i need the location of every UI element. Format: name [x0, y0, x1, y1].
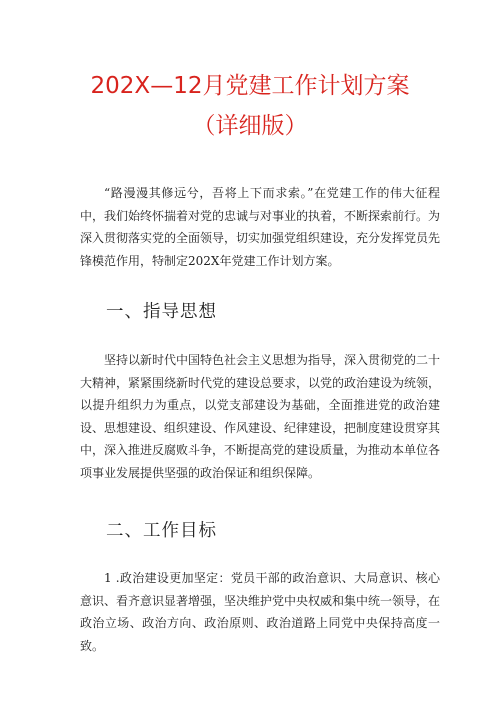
section-heading-work-goals: 二、工作目标 [106, 521, 217, 541]
document-subtitle: （详细版） [192, 113, 308, 139]
document-title: 202X—12月党建工作计划方案 [90, 73, 410, 99]
intro-paragraph: “路漫漫其修远兮，吾将上下而求索。”在党建工作的伟大征程中，我们始终怀揣着对党的忠诚与对事业的执着，不断探索前行。为深入贯彻落实党的全面领导，切实加强党组织建设，充分发挥党员先锋模范作用，特制定202X年党建工作计划方案。 [80, 186, 441, 268]
guiding-ideology-paragraph: 坚持以新时代中国特色社会主义思想为指导，深入贯彻党的二十大精神，紧紧围绕新时代党的建设总要求，以党的政治建设为统领，以提升组织力为重点，以党支部建设为基础，全面推进党的政治建设、思想建设、组织建设、作风建设、纪律建设，把制度建设贯穿其中，深入推进反腐败斗争，不断提高党的建设质量，为推动本单位各项事业发展提供坚强的政治保证和组织保障。 [80, 353, 441, 480]
work-goal-item: 1 .政治建设更加坚定：党员干部的政治意识、大局意识、核心意识、看齐意识显著增强，坚决维护党中央权威和集中统一领导，在政治立场、政治方向、政治原则、政治道路上同党中央保持高度一致。 [80, 571, 441, 653]
section-heading-guiding-ideology: 一、指导思想 [106, 302, 217, 322]
